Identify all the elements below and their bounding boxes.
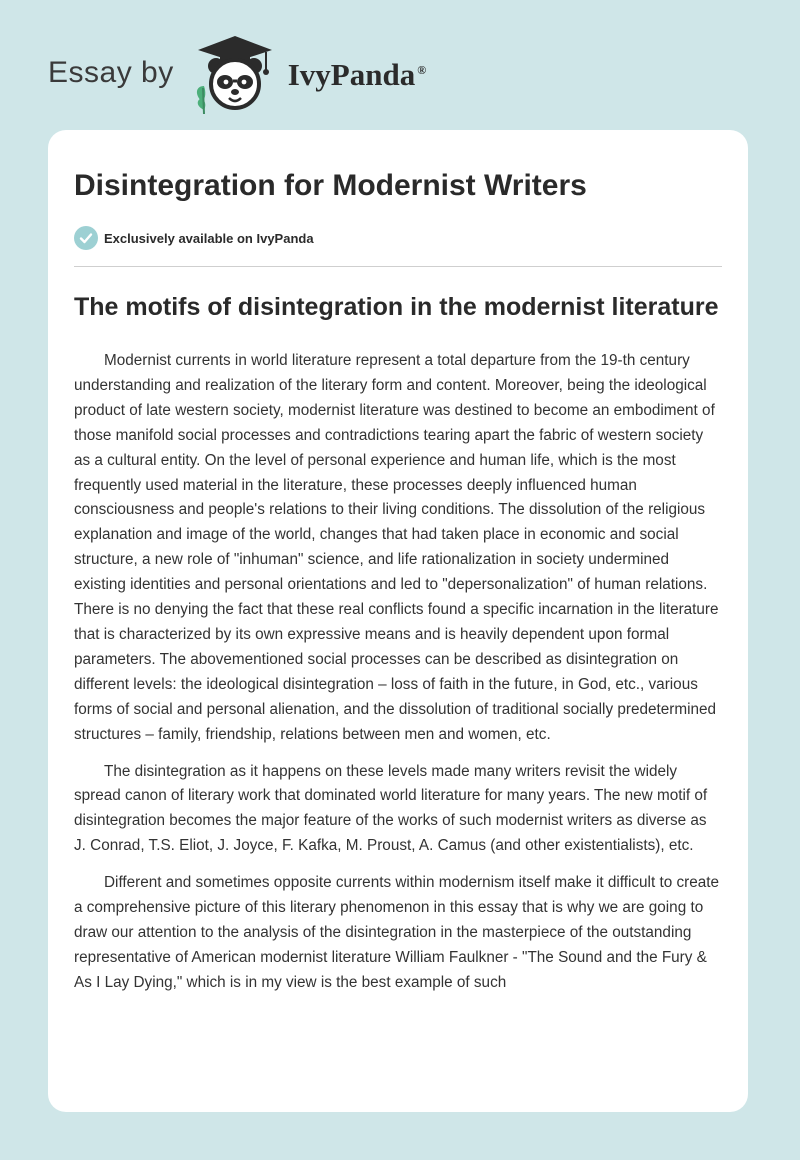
essay-card <box>48 130 748 1112</box>
paragraph: The disintegration as it happens on these levels made many writers revisit the widely spread canon of literary work that dominated world literature for many years. The new motif of disintegration becomes the major feature of the works of such modernist writers as diverse as J. Conrad, T.S. Eliot, J. Joyce, F. Kafka, M. Proust, A. Camus (and other existentialists), etc. <box>74 762 708 855</box>
essay-title: Disintegration for Modernist Writers <box>74 169 587 202</box>
divider <box>74 266 722 267</box>
brand-header[interactable] <box>48 30 426 116</box>
trademark-symbol: ® <box>417 62 427 77</box>
checkmark-icon <box>74 226 98 250</box>
badge-text: Exclusively available on IvyPanda <box>104 230 314 246</box>
section-heading: The motifs of disintegration in the modernist literature <box>74 293 719 321</box>
brand-name <box>288 57 426 93</box>
exclusive-badge <box>74 224 722 252</box>
paragraph: Modernist currents in world literature represent a total departure from the 19-th century understanding and realization of the literary form and content. Moreover, being the ideological product of late western society, modernist literature was destined to become an embodiment of those manifold social processes and contradictions tearing apart the fabric of western society as a cultural entity. On the level of personal experience and human life, which is the most frequently used material in the literature, these processes deeply influenced human consciousness and people's relations to their living conditions. The dissolution of the religious explanation and image of the world, changes that had taken place in economic and social structure, a new role of "inhuman" science, and life rationalization in society undermined existing identities and personal orientations and led to "depersonalization" of human relations. There is no denying the fact that these real conflicts found a specific incarnation in the literature that is characterized by its own expressive means and is heavily dependent upon formal parameters. The abovementioned social processes can be described as disintegration on different levels: the ideological disintegration – loss of faith in the future, in God, etc., various forms of social and personal alienation, and the dissolution of traditional socially predetermined structures – family, friendship, relations between men and women, etc. <box>74 352 719 743</box>
panda-logo-icon <box>192 30 278 116</box>
paragraph: Different and sometimes opposite currents within modernism itself make it difficult to create a comprehensive picture of this literary phenomenon in this essay that is why we are going to draw our attention to the analysis of the disintegration in the masterpiece of the outstanding representative of American modernist literature William Faulkner - "The Sound and the Fury & As I Lay Dying," which is in my view is the best example of such <box>74 874 719 991</box>
essay-body <box>74 349 722 996</box>
brand-prefix: Essay by <box>48 56 174 89</box>
brand-name-text: IvyPanda <box>287 57 416 92</box>
